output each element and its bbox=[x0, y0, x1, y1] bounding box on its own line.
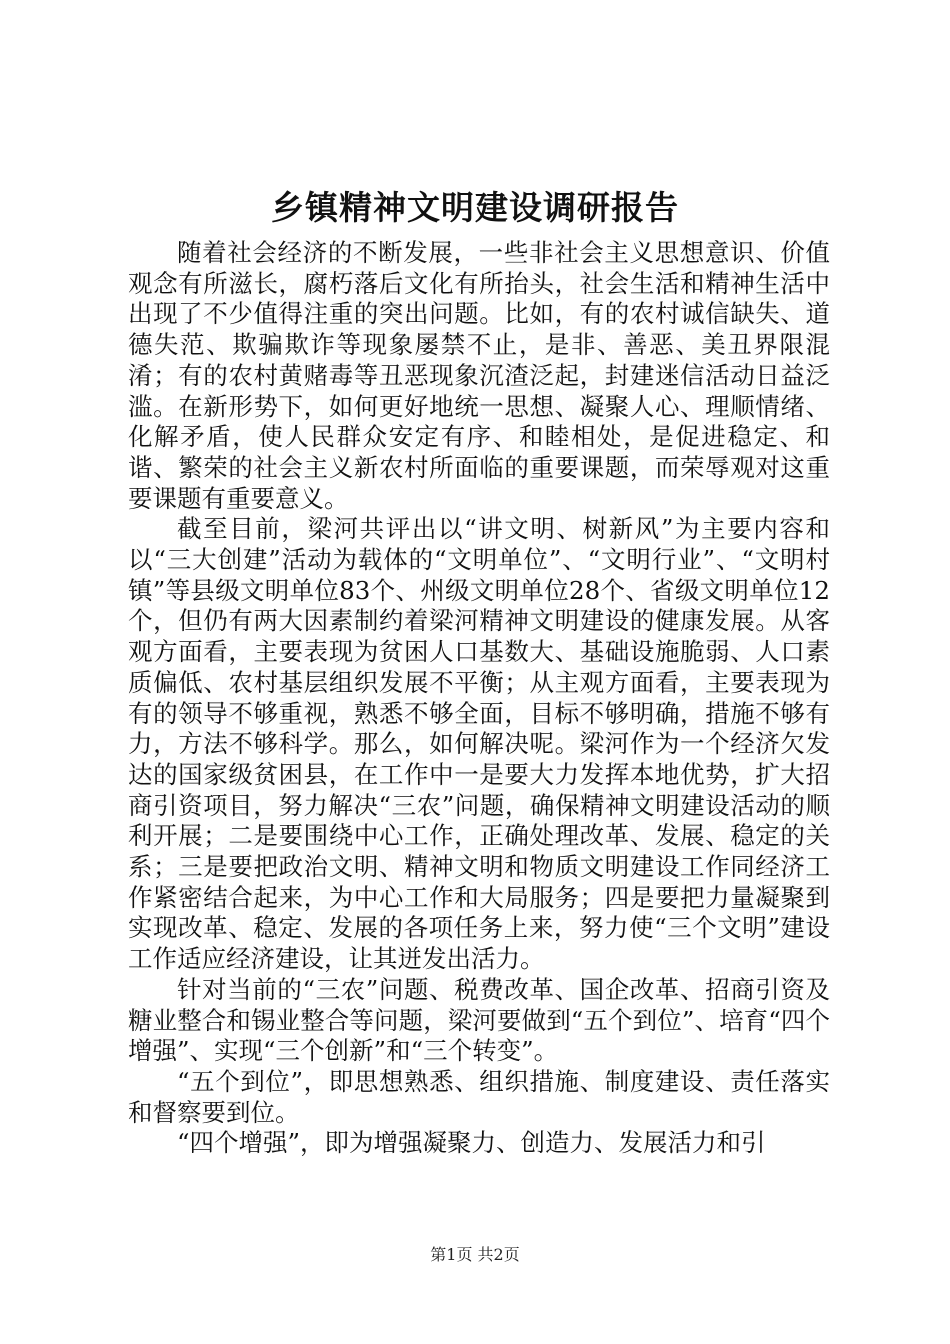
paragraph: “五个到位”，即思想熟悉、组织措施、制度建设、责任落实和督察要到位。 bbox=[128, 1066, 830, 1127]
document-title: 乡镇精神文明建设调研报告 bbox=[271, 188, 679, 227]
paragraph: 针对当前的“三农”问题、税费改革、国企改革、招商引资及糖业整合和锡业整合等问题，梁河要做到“五个到位”、培育“四个增强”、实现“三个创新”和“三个转变”。 bbox=[128, 974, 830, 1066]
document-body bbox=[128, 238, 830, 1159]
paragraph: “四个增强”，即为增强凝聚力、创造力、发展活力和引 bbox=[177, 1128, 766, 1158]
paragraph: 截至目前，梁河共评出以“讲文明、树新风”为主要内容和以“三大创建”活动为载体的“文明单位”、“文明行业”、“文明村镇”等县级文明单位83个、州级文明单位28个、省级文明单位12个，但仍有两大因素制约着梁河精神文明建设的健康发展。从客观方面看，主要表现为贫困人口基数大、基础设施脆弱、人口素质偏低、农村基层组织发展不平衡；从主观方面看，主要表现为有的领导不够重视，熟悉不够全面，目标不够明确，措施不够有力，方法不够科学。那么，如何解决呢。梁河作为一个经济欠发达的国家级贫困县，在工作中一是要大力发挥本地优势，扩大招商引资项目，努力解决“三农”问题，确保精神文明建设活动的顺利开展；二是要围绕中心工作，正确处理改革、发展、稳定的关系；三是要把政治文明、精神文明和物质文明建设工作同经济工作紧密结合起来，为中心工作和大局服务；四是要把力量凝聚到实现改革、稳定、发展的各项任务上来，努力使“三个文明”建设工作适应经济建设，让其迸发出活力。 bbox=[128, 514, 830, 974]
page-number-footer: 第1页 共2页 bbox=[430, 1245, 520, 1264]
paragraph: 随着社会经济的不断发展，一些非社会主义思想意识、价值观念有所滋长，腐朽落后文化有所抬头，社会生活和精神生活中出现了不少值得注重的突出问题。比如，有的农村诚信缺失、道德失范、欺骗欺诈等现象屡禁不止，是非、善恶、美丑界限混淆；有的农村黄赌毒等丑恶现象沉渣泛起，封建迷信活动日益泛滥。在新形势下，如何更好地统一思想、凝聚人心、理顺情绪、化解矛盾，使人民群众安定有序、和睦相处，是促进稳定、和谐、繁荣的社会主义新农村所面临的重要课题，而荣辱观对这重要课题有重要意义。 bbox=[128, 238, 830, 513]
